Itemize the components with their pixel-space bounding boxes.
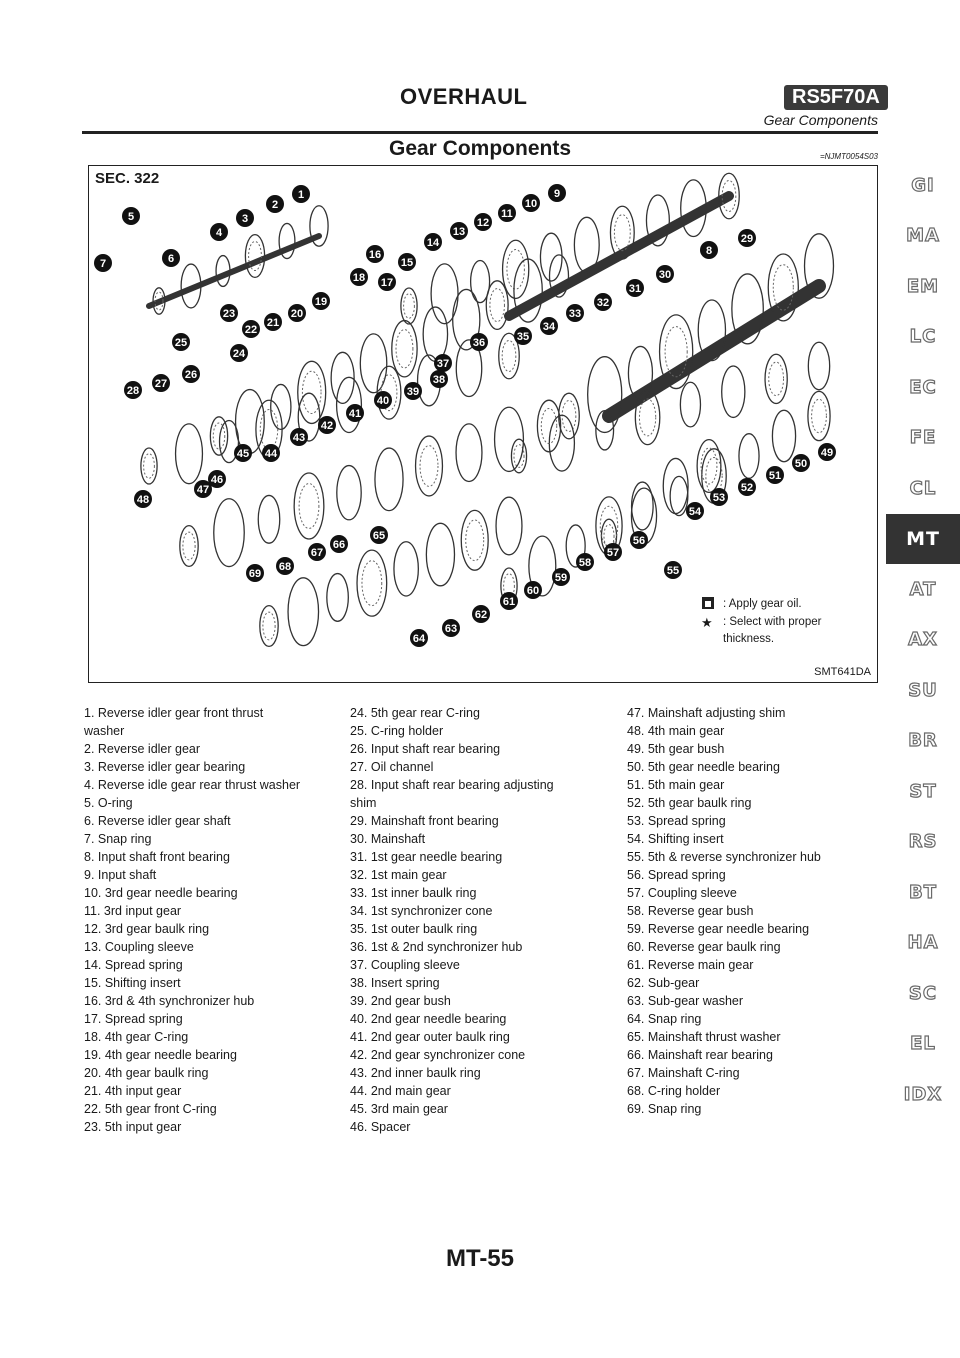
callout-label: 29 (740, 233, 754, 245)
callout-label: 47 (196, 484, 210, 496)
parts-list-item: 35. 1st outer baulk ring (350, 922, 478, 936)
parts-list-item: 69. Snap ring (627, 1102, 702, 1116)
callout-label: 38 (432, 374, 446, 386)
side-tab-ax[interactable]: AX (908, 629, 938, 651)
gear-component (549, 415, 574, 471)
callout-label: 42 (320, 420, 334, 432)
callout-number (370, 526, 388, 544)
callout-label: 31 (628, 283, 642, 295)
callout-number (134, 490, 152, 508)
parts-list-item: 63. Sub-gear washer (627, 994, 744, 1008)
parts-list-item: 13. Coupling sleeve (84, 940, 194, 954)
callout-number (374, 391, 392, 409)
callout-number (410, 629, 428, 647)
gear-component (258, 495, 279, 543)
input-shaft-component (574, 217, 599, 272)
callout-number (276, 557, 294, 575)
callout-label: 19 (314, 296, 328, 308)
gear-component (496, 497, 522, 555)
callout-number (366, 245, 384, 263)
gear-component (514, 259, 542, 322)
figure-sec-label: SEC. 322 (95, 170, 160, 187)
gear-component (362, 561, 382, 606)
callout-number (450, 222, 468, 240)
side-tab-sc[interactable]: SC (908, 982, 938, 1004)
side-tab-gi[interactable]: GI (911, 174, 935, 196)
callout-label: 69 (248, 568, 262, 580)
callout-label: 37 (436, 358, 450, 370)
callout-label: 57 (606, 547, 620, 559)
gear-component (772, 410, 795, 461)
callout-label: 22 (244, 324, 258, 336)
callout-number (472, 605, 490, 623)
side-tab-ha[interactable]: HA (907, 932, 939, 954)
section-code: =NJMT0054S03 (819, 152, 878, 161)
callout-number (630, 531, 648, 549)
gear-component (394, 542, 418, 596)
callout-number (308, 543, 326, 561)
reverse-idler-shaft (149, 236, 319, 306)
header-title: OVERHAUL (400, 84, 528, 109)
callout-number (594, 293, 612, 311)
callout-label: 60 (526, 585, 540, 597)
callout-label: 18 (352, 272, 366, 284)
parts-list-item: 7. Snap ring (84, 832, 152, 846)
callout-number (242, 320, 260, 338)
callout-number (524, 581, 542, 599)
gear-component (271, 384, 291, 429)
callout-label: 21 (266, 317, 280, 329)
parts-list-item: 47. Mainshaft adjusting shim (627, 706, 786, 720)
parts-list-item: 43. 2nd inner baulk ring (350, 1066, 481, 1080)
parts-list-item: 60. Reverse gear baulk ring (627, 940, 781, 954)
callout-number (514, 327, 532, 345)
parts-list-item: 10. 3rd gear needle bearing (84, 886, 238, 900)
callout-label: 15 (400, 257, 414, 269)
legend-oil-text: : Apply gear oil. (723, 598, 802, 610)
gear-component (466, 520, 484, 561)
input-shaft-component (507, 250, 524, 290)
callout-number (312, 292, 330, 310)
callout-label: 26 (184, 369, 198, 381)
parts-list-item: 33. 1st inner baulk ring (350, 886, 477, 900)
gear-component (680, 382, 700, 427)
parts-list-item: 64. Snap ring (627, 1012, 702, 1026)
side-tab-lc[interactable]: LC (909, 326, 937, 348)
callout-label: 23 (222, 308, 236, 320)
parts-list-item: 14. Spread spring (84, 958, 183, 972)
parts-list-item: 67. Mainshaft C-ring (627, 1066, 740, 1080)
gear-component (639, 399, 655, 436)
callout-number (230, 344, 248, 362)
input-shaft-component (540, 233, 562, 281)
gear-component (426, 523, 454, 586)
callout-label: 44 (264, 448, 278, 460)
callout-label: 8 (705, 245, 713, 257)
idler-component (279, 223, 295, 258)
callout-label: 14 (426, 237, 440, 249)
gear-component (337, 466, 361, 520)
callout-number (94, 254, 112, 272)
parts-list-item: 9. Input shaft (84, 868, 157, 882)
parts-list-item: 30. Mainshaft (350, 832, 426, 846)
callout-number (262, 444, 280, 462)
callout-number (656, 265, 674, 283)
side-tab-ma[interactable]: MA (906, 225, 940, 247)
callout-label: 6 (167, 253, 175, 265)
parts-list-item: 50. 5th gear needle bearing (627, 760, 780, 774)
callout-label: 1 (297, 189, 305, 201)
parts-list-item: 59. Reverse gear needle bearing (627, 922, 810, 936)
parts-list-item: 32. 1st main gear (350, 868, 447, 882)
callout-number (124, 381, 142, 399)
parts-list-item: 28. Input shaft rear bearing adjusting shim (350, 778, 554, 810)
callout-number (424, 233, 442, 251)
callout-label: 49 (820, 447, 834, 459)
callout-label: 46 (210, 474, 224, 486)
side-tab-cl[interactable]: CL (909, 477, 937, 499)
parts-list-item: 49. 5th gear bush (627, 742, 725, 756)
idler-component (310, 206, 328, 246)
callout-number (288, 304, 306, 322)
callout-number (172, 333, 190, 351)
callout-number (292, 185, 310, 203)
parts-list-item: 25. C-ring holder (350, 724, 444, 738)
parts-list-item: 11. 3rd input gear (84, 904, 182, 918)
figure-code: SMT641DA (814, 666, 871, 678)
gear-component (670, 476, 688, 515)
parts-list-item: 12. 3rd gear baulk ring (84, 922, 210, 936)
callout-number (540, 317, 558, 335)
gear-component (288, 578, 318, 646)
parts-list-item: 58. Reverse gear bush (627, 904, 754, 918)
section-title: Gear Components (388, 137, 572, 160)
callout-label: 5 (127, 211, 135, 223)
callout-number (430, 370, 448, 388)
callout-number (552, 568, 570, 586)
callout-number (498, 204, 516, 222)
parts-list-item: 34. 1st synchronizer cone (350, 904, 493, 918)
callout-label: 61 (502, 596, 516, 608)
side-tab-el[interactable]: EL (910, 1033, 936, 1055)
callout-label: 64 (412, 633, 426, 645)
callout-label: 62 (474, 609, 488, 621)
callout-label: 10 (524, 198, 538, 210)
callout-label: 54 (688, 506, 702, 518)
parts-list-item: 42. 2nd gear synchronizer cone (350, 1048, 526, 1062)
callout-number (664, 561, 682, 579)
callout-number (152, 374, 170, 392)
side-tab-ec[interactable]: EC (909, 376, 937, 398)
callout-number (566, 304, 584, 322)
callout-number (576, 553, 594, 571)
callout-label: 66 (332, 539, 346, 551)
exploded-view-figure (88, 165, 878, 683)
callout-label: 12 (476, 217, 490, 229)
callout-number (442, 619, 460, 637)
parts-list-item: 18. 4th gear C-ring (84, 1030, 189, 1044)
parts-list-item: 51. 5th main gear (627, 778, 725, 792)
side-tab-bt[interactable]: BT (909, 881, 937, 903)
callout-label: 39 (406, 386, 420, 398)
gear-component (396, 330, 413, 368)
gear-component (663, 458, 688, 513)
callout-number (290, 428, 308, 446)
input-shaft-component (614, 215, 630, 251)
callout-label: 51 (768, 470, 782, 482)
callout-label: 7 (99, 258, 107, 270)
gear-component (375, 448, 403, 511)
gear-component (260, 410, 277, 450)
callout-number (500, 592, 518, 610)
gear-component (490, 289, 505, 322)
side-tab-fe[interactable]: FE (909, 427, 937, 449)
parts-list-item: 26. Input shaft rear bearing (350, 742, 501, 756)
gear-component (183, 532, 195, 560)
parts-list-item: 57. Coupling sleeve (627, 886, 737, 900)
parts-list-item: 62. Sub-gear (627, 976, 700, 990)
callout-number (182, 365, 200, 383)
parts-list-item: 1. Reverse idler gear front thrust washer (84, 706, 264, 738)
parts-list-item: 15. Shifting insert (84, 976, 181, 990)
callout-label: 59 (554, 572, 568, 584)
gear-component (502, 341, 516, 372)
gear-component (769, 362, 784, 396)
gear-component (263, 612, 275, 640)
callout-number (792, 454, 810, 472)
parts-list-item: 66. Mainshaft rear bearing (627, 1048, 773, 1062)
callout-number (236, 209, 254, 227)
legend-star-text: : Select with proper thickness. (723, 616, 822, 645)
callout-label: 3 (241, 213, 249, 225)
parts-list-item: 20. 4th gear baulk ring (84, 1066, 209, 1080)
callout-label: 36 (472, 337, 486, 349)
callout-number (522, 194, 540, 212)
callout-number (378, 273, 396, 291)
callout-label: 33 (568, 308, 582, 320)
parts-list-item: 65. Mainshaft thrust washer (627, 1030, 781, 1044)
callout-number (246, 564, 264, 582)
header-rule (82, 131, 878, 134)
parts-list-item: 6. Reverse idler gear shaft (84, 814, 231, 828)
figure-legend (701, 596, 833, 648)
side-tab-mt[interactable]: MT (886, 514, 960, 565)
gear-component (808, 342, 829, 389)
callout-number (194, 480, 212, 498)
parts-list-item: 46. Spacer (350, 1120, 411, 1134)
header-subtitle: Gear Components (763, 112, 878, 128)
gear-component (701, 448, 717, 484)
callout-number (122, 207, 140, 225)
gear-component (360, 334, 386, 393)
callout-label: 30 (658, 269, 672, 281)
callout-number (210, 223, 228, 241)
gear-component (420, 446, 438, 487)
gear-component (812, 399, 827, 433)
parts-list-item: 48. 4th main gear (627, 724, 725, 738)
side-tab-em[interactable]: EM (906, 275, 940, 297)
callout-label: 68 (278, 561, 292, 573)
gear-component (176, 424, 203, 484)
callout-number (434, 354, 452, 372)
gear-component (327, 574, 348, 622)
parts-list-item: 19. 4th gear needle bearing (84, 1048, 237, 1062)
callout-label: 28 (126, 385, 140, 397)
gear-component (632, 482, 654, 530)
parts-list-item: 52. 5th gear baulk ring (627, 796, 752, 810)
parts-list-item: 54. Shifting insert (627, 832, 724, 846)
callout-label: 16 (368, 249, 382, 261)
parts-list-item: 61. Reverse main gear (627, 958, 754, 972)
callout-label: 20 (290, 308, 304, 320)
parts-list-item: 56. Spread spring (627, 868, 726, 882)
model-badge: RS5F70A (784, 85, 888, 110)
callout-number (626, 279, 644, 297)
callout-number (398, 253, 416, 271)
callout-number (220, 304, 238, 322)
parts-list-item: 17. Spread spring (84, 1012, 183, 1026)
callout-label: 63 (444, 623, 458, 635)
callout-number (350, 268, 368, 286)
parts-list-col3 (627, 704, 877, 1118)
parts-list-item: 16. 3rd & 4th synchronizer hub (84, 994, 255, 1008)
side-tab-br[interactable]: BR (908, 730, 938, 752)
parts-list-item: 27. Oil channel (350, 760, 434, 774)
gear-component (236, 390, 265, 454)
gear-component (214, 499, 244, 567)
side-tabs (886, 160, 960, 1120)
parts-list-item: 29. Mainshaft front bearing (350, 814, 499, 828)
callout-number (738, 478, 756, 496)
callout-number (738, 229, 756, 247)
callout-number (162, 249, 180, 267)
callout-label: 48 (136, 494, 150, 506)
parts-list-col2 (350, 704, 582, 1136)
parts-list-item: 68. C-ring holder (627, 1084, 721, 1098)
input-shaft-component (404, 294, 415, 318)
callout-label: 24 (232, 348, 246, 360)
parts-list-item: 31. 1st gear needle bearing (350, 850, 503, 864)
callout-label: 52 (740, 482, 754, 494)
parts-list-item: 55. 5th & reverse synchronizer hub (627, 850, 821, 864)
parts-list-item: 41. 2nd gear outer baulk ring (350, 1030, 510, 1044)
callout-number (318, 416, 336, 434)
callout-number (234, 444, 252, 462)
parts-list-item: 40. 2nd gear needle bearing (350, 1012, 507, 1026)
callout-label: 55 (666, 565, 680, 577)
callout-label: 9 (553, 188, 561, 200)
callout-number (818, 443, 836, 461)
parts-list-item: 37. Coupling sleeve (350, 958, 460, 972)
callout-number (604, 543, 622, 561)
callout-number (330, 535, 348, 553)
parts-list-item: 38. Insert spring (350, 976, 440, 990)
callout-label: 53 (712, 492, 726, 504)
callout-label: 17 (380, 277, 394, 289)
parts-list-item: 53. Spread spring (627, 814, 726, 828)
callout-label: 2 (271, 199, 279, 211)
callout-label: 35 (516, 331, 530, 343)
parts-list-item: 36. 1st & 2nd synchronizer hub (350, 940, 523, 954)
side-tab-rs[interactable]: RS (908, 831, 938, 853)
callout-label: 65 (372, 530, 386, 542)
parts-list-item: 23. 5th input gear (84, 1120, 182, 1134)
callout-label: 50 (794, 458, 808, 470)
gear-component (144, 454, 155, 478)
callout-label: 41 (348, 408, 362, 420)
callout-label: 11 (501, 208, 513, 220)
side-tab-st[interactable]: ST (909, 780, 937, 802)
callout-number (404, 382, 422, 400)
parts-list-item: 21. 4th input gear (84, 1084, 182, 1098)
callout-label: 32 (596, 297, 610, 309)
callout-label: 58 (578, 557, 592, 569)
callout-number (346, 404, 364, 422)
callout-label: 27 (154, 378, 168, 390)
callout-label: 4 (215, 227, 223, 239)
parts-list-item: 5. O-ring (84, 796, 133, 810)
parts-list-item: 8. Input shaft front bearing (84, 850, 230, 864)
side-tab-at[interactable]: AT (909, 578, 937, 600)
gear-component (722, 366, 745, 417)
parts-list-item: 24. 5th gear rear C-ring (350, 706, 480, 720)
parts-list-item: 4. Reverse idle gear rear thrust washer (84, 778, 301, 792)
parts-list-item: 39. 2nd gear bush (350, 994, 451, 1008)
side-tab-idx[interactable]: IDX (903, 1083, 943, 1105)
callout-number (470, 333, 488, 351)
callout-label: 56 (632, 535, 646, 547)
parts-list-item: 45. 3rd main gear (350, 1102, 448, 1116)
star-icon: ★ (701, 615, 713, 630)
side-tab-su[interactable]: SU (908, 679, 938, 701)
gear-component (299, 484, 319, 529)
callout-label: 13 (452, 226, 466, 238)
parts-list-item: 2. Reverse idler gear (84, 742, 201, 756)
callout-number (548, 184, 566, 202)
callout-number (474, 213, 492, 231)
parts-list-item: 22. 5th gear front C-ring (84, 1102, 217, 1116)
gear-component (456, 424, 482, 482)
callout-label: 25 (174, 337, 188, 349)
callout-label: 43 (292, 432, 306, 444)
callout-label: 40 (376, 395, 390, 407)
callout-number (264, 313, 282, 331)
oil-can-icon (701, 596, 723, 614)
callout-number (266, 195, 284, 213)
callout-number (710, 488, 728, 506)
parts-list-item: 44. 2nd main gear (350, 1084, 451, 1098)
callout-number (686, 502, 704, 520)
callout-number (700, 241, 718, 259)
page-number: MT-55 (445, 1245, 514, 1272)
gear-component (739, 434, 759, 479)
callout-label: 34 (542, 321, 556, 333)
parts-list-col1 (84, 704, 306, 1136)
legend-row-oil (701, 596, 833, 614)
callout-label: 67 (310, 547, 324, 559)
callout-label: 45 (236, 448, 250, 460)
legend-row-star (701, 614, 833, 648)
callout-number (766, 466, 784, 484)
parts-list-item: 3. Reverse idler gear bearing (84, 760, 246, 774)
